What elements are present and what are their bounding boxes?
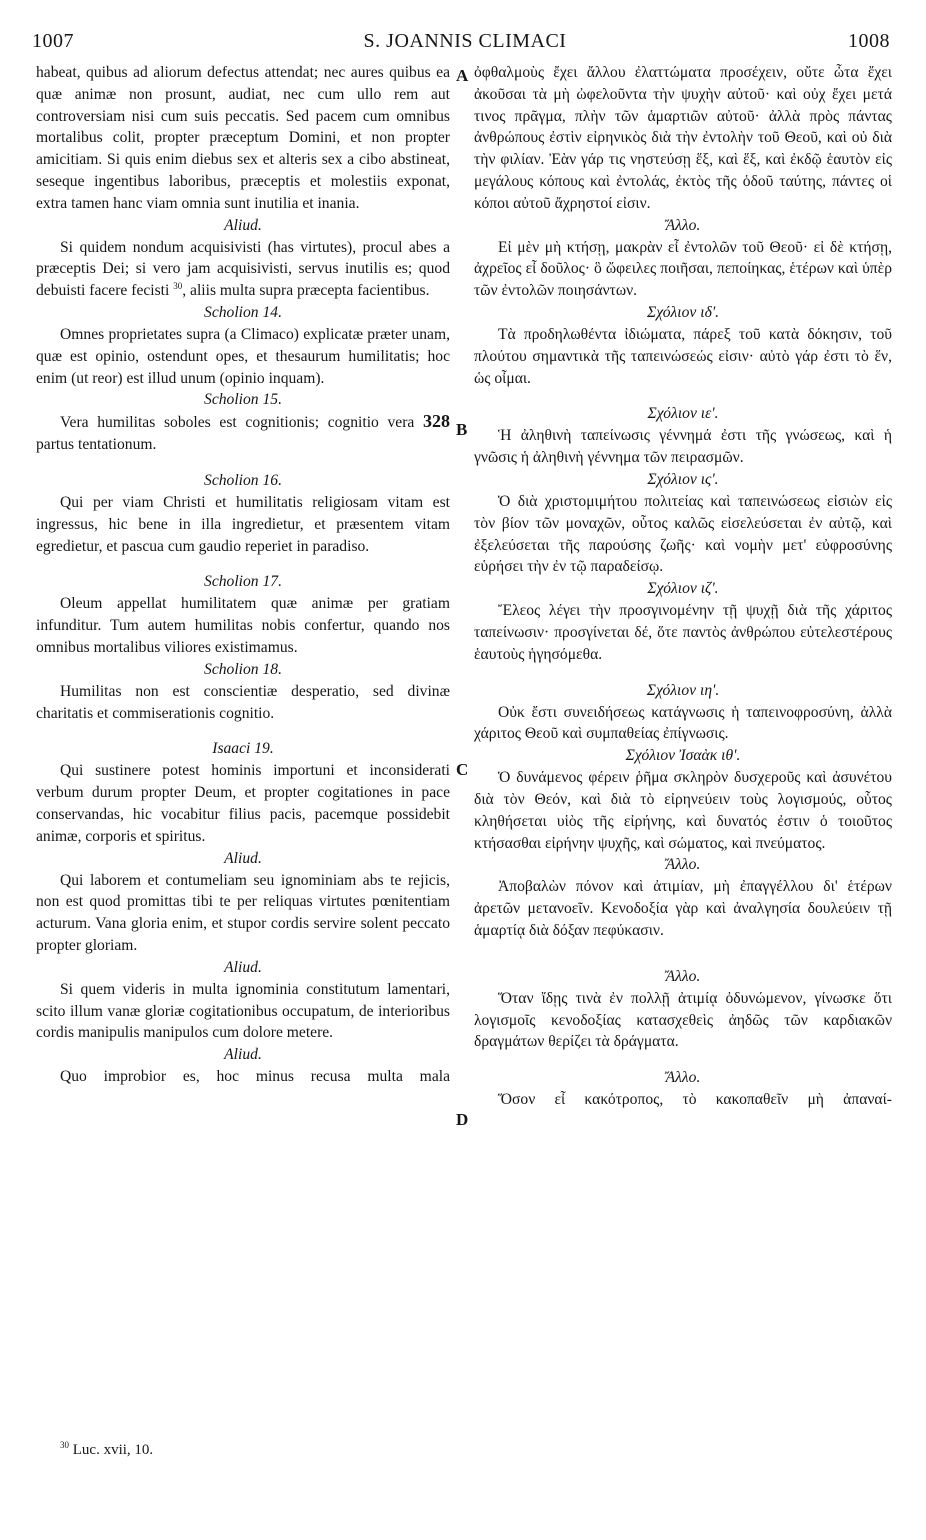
page-header <box>0 30 926 60</box>
greek-heading-scholion-14: Σχόλιον ιδ'. <box>646 303 720 321</box>
footnote-reference: 30 <box>173 280 183 291</box>
latin-paragraph-7: Humilitas non est conscientiæ desperatio, sed divinæ charitatis et commiserationis cognitio. <box>36 682 450 722</box>
margin-mark-d: D <box>456 1110 469 1129</box>
greek-column <box>474 62 892 1111</box>
latin-paragraph-1: habeat, quibus ad aliorum defectus attendat; nec aures quibus ea quæ animæ non prosunt, audiat, nec cum ullo rem aut controversiam nisi cum suis peccatis. Sed pacem cum omnibus mortalibus colit, propter præceptum Domini, et non propter amicitiam. Si quis enim diebus sex et alteris sex a cibo abstineat, seseque ingentibus laboribus, præceptis et molestiis exponat, extra tamen hanc viam omnia sunt inutilia et inania. <box>36 64 450 212</box>
latin-paragraph-5: Qui per viam Christi et humilitatis religiosam vitam est ingressus, hic bene in illa ingredietur, et præsentem vitam egredietur, et pascua cum gaudio reperiet in paradiso. <box>36 493 450 555</box>
greek-paragraph-11: Ὅσον εἶ κακότροπος, τὸ κακοπαθεῖν μὴ ἀπαναί- <box>498 1091 892 1109</box>
margin-mark-b: B <box>456 420 468 439</box>
latin-paragraph-3: Omnes proprietates supra (a Climaco) explicatæ præter unam, quæ est opinio, ostendunt opes, et thesaurum humilitatis; hoc enim (ut reor) est illud unum (opinio inquam). <box>36 325 450 387</box>
greek-paragraph-4: Ἡ ἀληθινὴ ταπείνωσις γέννημά ἐστι τῆς γνώσεως, καὶ ἡ γνῶσις ἡ ἀληθινὴ γέννημα τῶν πειρασμῶν. <box>474 427 892 467</box>
greek-heading-allo-2: Ἄλλο. <box>665 856 701 874</box>
latin-paragraph-4-text: Vera humilitas soboles est cognitionis; cognitio vera <box>60 414 423 432</box>
greek-heading-scholion-17: Σχόλιον ιζ'. <box>647 580 719 598</box>
greek-paragraph-2: Εἰ μὲν μὴ κτήσῃ, μακρὰν εἶ ἐντολῶν τοῦ Θεοῦ· εἰ δὲ κτήσῃ, ἀχρεῖος εἶ δοῦλος· ὃ ὤφειλες ποιῆσαι, πεποίηκας, ἑτέρων καὶ ὑπὲρ τῶν ἐντολῶν ποιησάντων. <box>474 238 892 300</box>
latin-heading-scholion-15: Scholion 15. <box>204 391 282 409</box>
greek-heading-allo-3: Ἄλλο. <box>665 967 701 985</box>
latin-heading-scholion-16: Scholion 16. <box>204 471 282 489</box>
footnote-text: Luc. xvii, 10. <box>69 1442 154 1458</box>
greek-paragraph-8: Ὁ δυνάμενος φέρειν ῥῆμα σκληρὸν δυσχεροῦς καὶ ἀσυνέτου διὰ τὸν Θεόν, καὶ διὰ τὸ εἰρηνεύειν τοὺς λογισμούς, οὗτος κληθήσεται υἱὸς τῆς εἰρήνης, καὶ δυνατός ἐστιν ὁ τοιοῦτος κτήσασθαι εἰρήνην ψυχῆς, καὶ σώματος, καὶ πνεύματος. <box>474 769 892 852</box>
margin-mark-c: C <box>456 760 469 779</box>
greek-paragraph-1: ὀφθαλμοὺς ἔχει ἄλλου ἐλαττώματα προσέχειν, οὔτε ὦτα ἔχει ἀκοῦσαι τὰ μὴ ὠφελοῦντα τὴν ψυχὴν αὐτοῦ· καὶ οὐχ ἔχει μετά τινος πρᾶγμα, πλὴν τῶν ἁμαρτιῶν αὐτοῦ· ἀλλὰ πρὸς πάντας ἀνθρώπους ἐστὶν εἰρηνικὸς διὰ τὴν ἐντολὴν τοῦ Θεοῦ, καὶ οὐ διὰ τὴν φιλίαν. Ἐὰν γάρ τις νηστεύσῃ ἕξ, καὶ ἕξ, καὶ ἐκδῷ ἑαυτὸν εἰς μεγάλους κόπους καὶ ἐντολάς, ἐκτὸς τῆς ὁδοῦ ταύτης, πάντες οἱ κόποι αὐτοῦ ἄχρηστοί εἰσιν. <box>474 64 892 212</box>
right-page-number: 1008 <box>848 30 890 52</box>
latin-paragraph-11: Quo improbior es, hoc minus recusa multa mala <box>60 1068 450 1086</box>
latin-paragraph-4 <box>36 411 450 456</box>
greek-paragraph-10: Ὅταν ἴδῃς τινὰ ἐν πολλῇ ἀτιμίᾳ ὀδυνώμενον, γίνωσκε ὅτι λογισμοῖς κενοδοξίας κατασχεθεὶς ἀηδῶς τῶν καρδιακῶν δραγμάτων θερίζει τὰ δράγματα. <box>474 989 892 1051</box>
latin-paragraph-4-end: partus tentationum. <box>36 436 157 454</box>
left-page-number: 1007 <box>32 30 74 52</box>
latin-column <box>36 62 450 1088</box>
running-title: S. JOANNIS CLIMACI <box>363 30 567 52</box>
latin-heading-aliud-1: Aliud. <box>224 216 262 234</box>
latin-paragraph-2-end: , aliis multa supra præcepta facientibus. <box>182 282 430 300</box>
greek-paragraph-6: Ἔλεος λέγει τὴν προσγινομένην τῇ ψυχῇ διὰ τῆς χάριτος ταπείνωσιν· προσγίνεται δέ, ὅτε παντὸς ἀνθρώπου εὐτελεστέρους ἑαυτοὺς ἡγησόμεθα. <box>474 602 892 663</box>
latin-heading-scholion-18: Scholion 18. <box>204 660 282 678</box>
latin-paragraph-6: Oleum appellat humilitatem quæ animæ per gratiam infunditur. Tum autem humilitas nobis confertur, quando nos omnibus mortalibus viliores existimamus. <box>36 595 450 656</box>
greek-paragraph-9: Ἀποβαλὼν πόνον καὶ ἀτιμίαν, μὴ ἐπαγγέλλου δι' ἑτέρων ἀρετῶν μετανοεῖν. Κενοδοξία γὰρ καὶ ἀναλγησία δουλεύειν τῇ ἁμαρτίᾳ διὰ δόξαν πεφύκασιν. <box>474 878 892 939</box>
latin-heading-isaaci-19: Isaaci 19. <box>212 740 274 758</box>
greek-heading-scholion-15: Σχόλιον ιε'. <box>647 405 719 423</box>
latin-heading-scholion-17: Scholion 17. <box>204 573 282 591</box>
latin-heading-aliud-2: Aliud. <box>224 849 262 867</box>
latin-paragraph-2 <box>36 237 450 302</box>
column-number: 328 <box>423 411 450 432</box>
greek-heading-allo-4: Ἄλλο. <box>665 1069 701 1087</box>
greek-paragraph-7: Οὐκ ἔστι συνειδήσεως κατάγνωσις ἡ ταπεινοφροσύνη, ἀλλὰ χάριτος Θεοῦ καὶ συμπαθείας ἐπίγνωσις. <box>474 703 892 743</box>
latin-paragraph-9: Qui laborem et contumeliam seu ignominiam abs te rejicis, non est quod promittas tibi te per reliquas virtutes pœnitentiam acturum. Vana gloria enim, et stupor cordis servire solent peccato propter gloriam. <box>36 871 450 954</box>
greek-paragraph-3: Τὰ προδηλωθέντα ἰδιώματα, πάρεξ τοῦ κατὰ δόκησιν, τοῦ πλούτου σημαντικὰ τῆς ταπεινώσεώς εἰσιν· αὐτὸ γάρ ἐστι τὸ ἕν, ὡς οἶμαι. <box>474 325 892 387</box>
margin-mark-a: A <box>456 66 469 85</box>
greek-heading-scholion-18: Σχόλιον ιη'. <box>646 681 720 699</box>
latin-heading-aliud-3: Aliud. <box>224 958 262 976</box>
footnote-number: 30 <box>60 1440 69 1450</box>
latin-paragraph-2-text: Si quidem nondum acquisivisti (has virtutes), procul abes a præceptis Dei; si vero jam acquisivisti, servus inutilis es; quod debuisti facere fecisti <box>36 238 450 300</box>
latin-heading-scholion-14: Scholion 14. <box>204 303 282 321</box>
greek-heading-allo-1: Ἄλλο. <box>665 216 701 234</box>
latin-heading-aliud-4: Aliud. <box>224 1046 262 1064</box>
greek-heading-scholion-16: Σχόλιον ις'. <box>647 470 719 488</box>
footnote <box>60 1442 153 1459</box>
latin-paragraph-10: Si quem videris in multa ignominia constitutum lamentari, scito illum vanæ gloriæ cogitationibus occupatum, de interioribus cordis manipulis manipulos cum dolore metere. <box>36 980 450 1042</box>
greek-paragraph-5: Ὁ διὰ χριστομιμήτου πολιτείας καὶ ταπεινώσεως εἰσιὼν εἰς τὸν βίον τῶν μοναχῶν, οὗτος καλῶς εἰσελεύσεται ἐν αὐτῷ, καὶ ἐξελεύσεται τῆς παρούσης ζωῆς· καὶ νομὴν μετ' εὐφροσύνης εὑρήσει τὴν ἐν τῷ παραδείσῳ. <box>474 492 892 576</box>
greek-heading-scholion-isaak-19: Σχόλιον Ἰσαὰκ ιθ'. <box>625 747 741 765</box>
latin-paragraph-8: Qui sustinere potest hominis importuni et inconsiderati verbum durum propter Deum, et propter cogitationes in pace conservandas, hic vocabitur filius pacis, pacemque possidebit animæ, corporis et spiritus. <box>36 762 450 845</box>
